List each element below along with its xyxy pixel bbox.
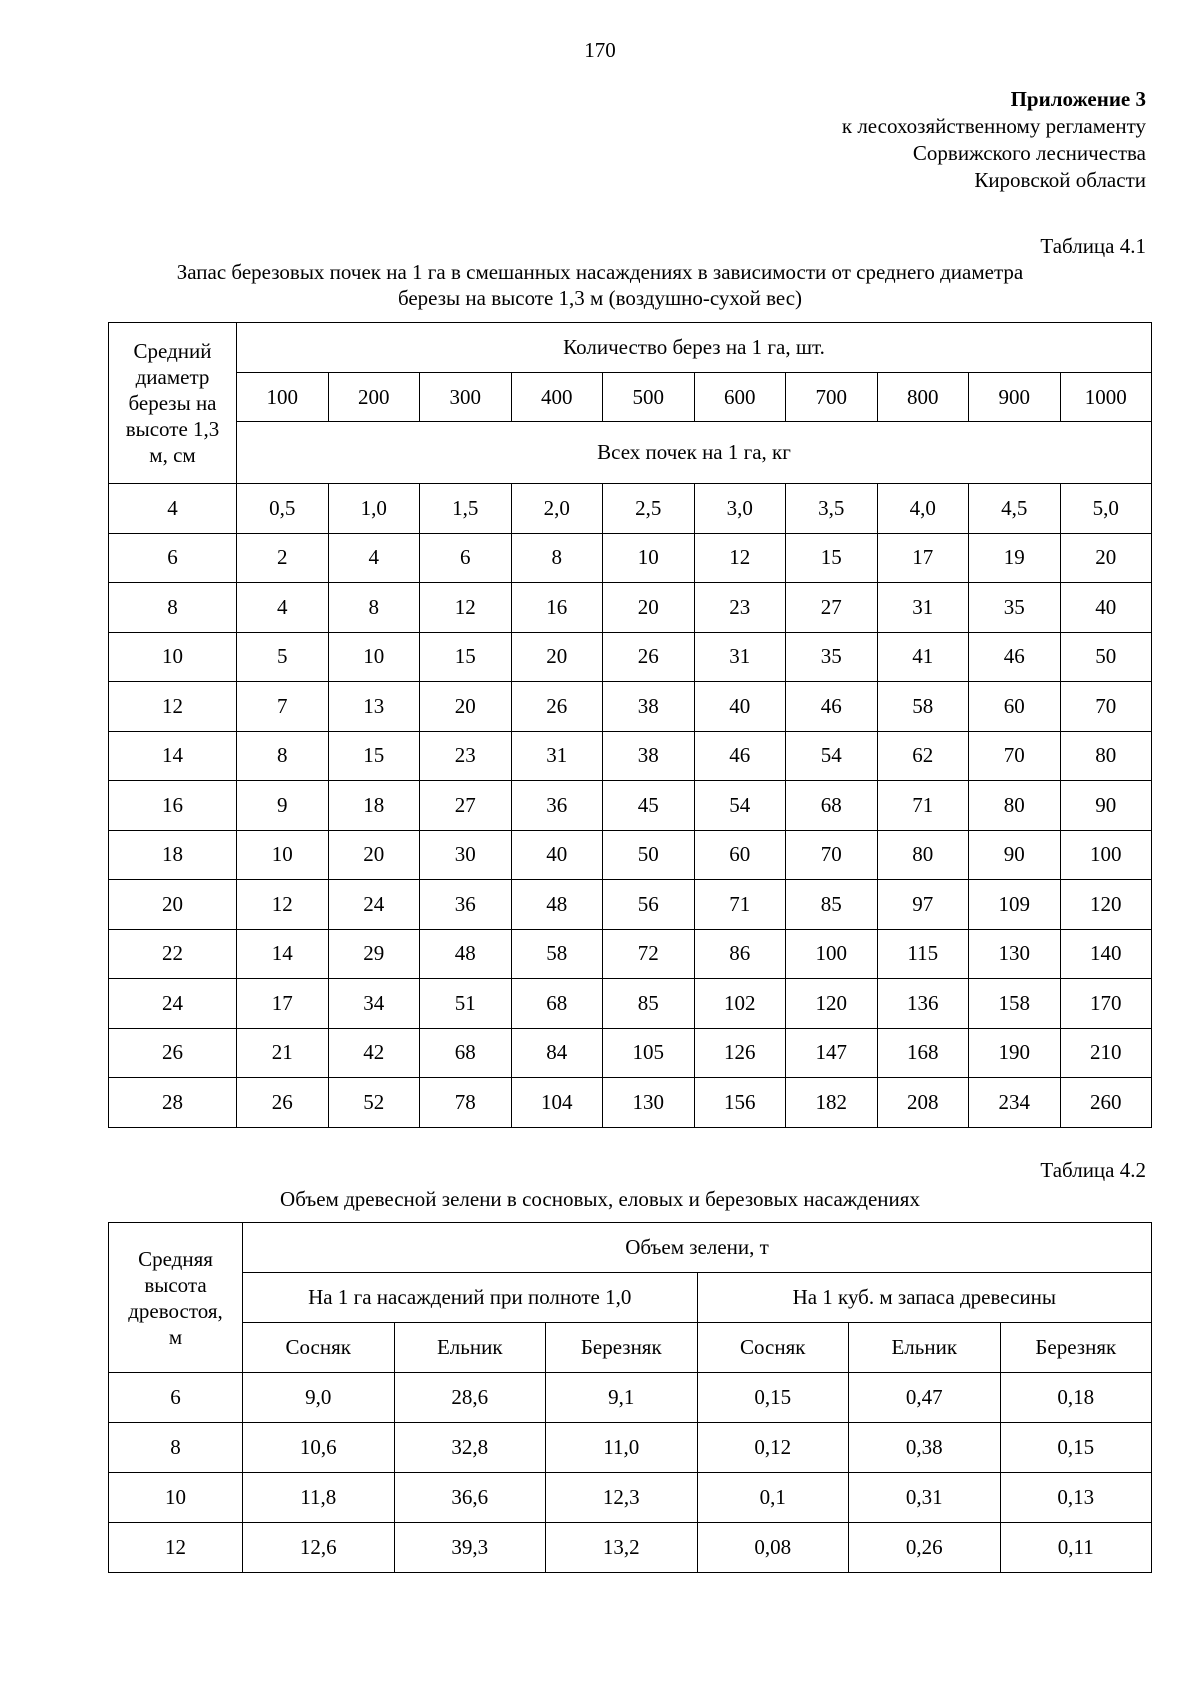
greenery-value-cell: 10,6: [243, 1423, 395, 1473]
buds-value-cell: 36: [511, 781, 603, 831]
buds-value-cell: 54: [786, 731, 878, 781]
table1-caption-line-2: березы на высоте 1,3 м (воздушно-сухой вес): [397, 286, 803, 310]
buds-value-cell: 8: [328, 583, 420, 633]
buds-value-cell: 16: [511, 583, 603, 633]
buds-value-cell: 170: [1060, 979, 1152, 1029]
diameter-cell: 6: [109, 533, 237, 583]
table1-row-header-line: березы на: [128, 391, 217, 415]
table2-subgroup-per-hectare: На 1 га насаждений при полноте 1,0: [243, 1273, 698, 1323]
table2-row-header-line: м: [168, 1324, 183, 1349]
table1-count-header: 700: [786, 373, 878, 422]
buds-value-cell: 72: [603, 929, 695, 979]
buds-value-cell: 27: [420, 781, 512, 831]
buds-value-cell: 48: [420, 929, 512, 979]
buds-value-cell: 109: [969, 880, 1061, 930]
page-number: 170: [584, 38, 616, 62]
greenery-value-cell: 0,15: [1000, 1423, 1152, 1473]
table1-row-header-line: м, см: [149, 443, 196, 467]
diameter-cell: 4: [109, 484, 237, 534]
table1-group-header: Количество берез на 1 га, шт.: [237, 323, 1152, 373]
buds-value-cell: 115: [877, 929, 969, 979]
table1-count-header: 500: [603, 373, 695, 422]
buds-value-cell: 147: [786, 1028, 878, 1078]
greenery-value-cell: 0,12: [697, 1423, 849, 1473]
buds-value-cell: 3,0: [694, 484, 786, 534]
buds-value-cell: 1,5: [420, 484, 512, 534]
table2-row-header: [109, 1223, 243, 1373]
buds-value-cell: 4,5: [969, 484, 1061, 534]
buds-value-cell: 10: [603, 533, 695, 583]
table1-label: Таблица 4.1: [1040, 234, 1146, 258]
buds-value-cell: 31: [694, 632, 786, 682]
height-cell: 12: [109, 1523, 243, 1573]
table-row: [109, 731, 1152, 781]
buds-value-cell: 85: [786, 880, 878, 930]
greenery-value-cell: 11,8: [243, 1473, 395, 1523]
buds-value-cell: 68: [511, 979, 603, 1029]
buds-value-cell: 4,0: [877, 484, 969, 534]
buds-value-cell: 23: [694, 583, 786, 633]
table1-row-header-line: диаметр: [135, 365, 210, 389]
buds-value-cell: 26: [237, 1078, 329, 1128]
greenery-table: [108, 1222, 1152, 1573]
greenery-value-cell: 0,08: [697, 1523, 849, 1573]
table1-count-header: 100: [237, 373, 329, 422]
buds-value-cell: 12: [694, 533, 786, 583]
diameter-cell: 24: [109, 979, 237, 1029]
diameter-cell: 10: [109, 632, 237, 682]
table-row: [109, 781, 1152, 831]
buds-value-cell: 50: [1060, 632, 1152, 682]
buds-value-cell: 136: [877, 979, 969, 1029]
buds-value-cell: 46: [969, 632, 1061, 682]
buds-value-cell: 2,5: [603, 484, 695, 534]
buds-value-cell: 9: [237, 781, 329, 831]
buds-value-cell: 20: [511, 632, 603, 682]
buds-value-cell: 70: [969, 731, 1061, 781]
buds-value-cell: 38: [603, 731, 695, 781]
table-row: [109, 979, 1152, 1029]
buds-value-cell: 46: [694, 731, 786, 781]
table2-row-header-line: Средняя: [138, 1246, 213, 1271]
buds-value-cell: 27: [786, 583, 878, 633]
buds-value-cell: 80: [969, 781, 1061, 831]
buds-value-cell: 168: [877, 1028, 969, 1078]
buds-table: [108, 322, 1152, 1128]
buds-value-cell: 234: [969, 1078, 1061, 1128]
greenery-value-cell: 0,1: [697, 1473, 849, 1523]
table2-species-header: Сосняк: [243, 1323, 395, 1373]
buds-value-cell: 0,5: [237, 484, 329, 534]
buds-value-cell: 36: [420, 880, 512, 930]
buds-value-cell: 35: [786, 632, 878, 682]
buds-value-cell: 78: [420, 1078, 512, 1128]
greenery-value-cell: 9,0: [243, 1373, 395, 1423]
buds-value-cell: 18: [328, 781, 420, 831]
greenery-value-cell: 12,6: [243, 1523, 395, 1573]
buds-value-cell: 24: [328, 880, 420, 930]
buds-value-cell: 60: [694, 830, 786, 880]
table-row: [109, 533, 1152, 583]
diameter-cell: 16: [109, 781, 237, 831]
buds-value-cell: 17: [877, 533, 969, 583]
diameter-cell: 8: [109, 583, 237, 633]
table-row: [109, 1078, 1152, 1128]
greenery-value-cell: 0,31: [849, 1473, 1001, 1523]
diameter-cell: 26: [109, 1028, 237, 1078]
buds-value-cell: 210: [1060, 1028, 1152, 1078]
table1-count-header: 400: [511, 373, 603, 422]
greenery-value-cell: 28,6: [394, 1373, 546, 1423]
buds-value-cell: 156: [694, 1078, 786, 1128]
buds-value-cell: 182: [786, 1078, 878, 1128]
buds-value-cell: 1,0: [328, 484, 420, 534]
buds-value-cell: 84: [511, 1028, 603, 1078]
buds-value-cell: 23: [420, 731, 512, 781]
table-row: [109, 830, 1152, 880]
buds-value-cell: 102: [694, 979, 786, 1029]
table-row: [109, 1028, 1152, 1078]
appendix-title: Приложение 3: [1010, 87, 1146, 111]
buds-value-cell: 208: [877, 1078, 969, 1128]
buds-value-cell: 2: [237, 533, 329, 583]
table2-row-header-line: высота: [144, 1272, 207, 1297]
table2-label: Таблица 4.2: [1040, 1158, 1146, 1182]
buds-value-cell: 80: [1060, 731, 1152, 781]
buds-value-cell: 100: [1060, 830, 1152, 880]
table1-row-header-line: высоте 1,3: [125, 417, 220, 441]
buds-value-cell: 58: [511, 929, 603, 979]
table-row: [109, 1423, 1152, 1473]
buds-value-cell: 86: [694, 929, 786, 979]
buds-value-cell: 56: [603, 880, 695, 930]
table1-count-header: 1000: [1060, 373, 1152, 422]
buds-value-cell: 15: [420, 632, 512, 682]
buds-value-cell: 20: [603, 583, 695, 633]
buds-value-cell: 105: [603, 1028, 695, 1078]
buds-value-cell: 3,5: [786, 484, 878, 534]
buds-value-cell: 4: [237, 583, 329, 633]
buds-value-cell: 40: [511, 830, 603, 880]
buds-value-cell: 140: [1060, 929, 1152, 979]
buds-value-cell: 4: [328, 533, 420, 583]
buds-value-cell: 26: [603, 632, 695, 682]
buds-value-cell: 31: [511, 731, 603, 781]
diameter-cell: 28: [109, 1078, 237, 1128]
buds-value-cell: 85: [603, 979, 695, 1029]
buds-value-cell: 42: [328, 1028, 420, 1078]
diameter-cell: 14: [109, 731, 237, 781]
buds-value-cell: 62: [877, 731, 969, 781]
table1-count-header: 800: [877, 373, 969, 422]
table-row: [109, 682, 1152, 732]
greenery-value-cell: 0,11: [1000, 1523, 1152, 1573]
buds-value-cell: 90: [1060, 781, 1152, 831]
buds-value-cell: 29: [328, 929, 420, 979]
buds-value-cell: 14: [237, 929, 329, 979]
table1-count-header: 200: [328, 373, 420, 422]
greenery-value-cell: 0,38: [849, 1423, 1001, 1473]
table2-species-header: Березняк: [546, 1323, 698, 1373]
buds-value-cell: 190: [969, 1028, 1061, 1078]
buds-value-cell: 8: [237, 731, 329, 781]
greenery-value-cell: 0,13: [1000, 1473, 1152, 1523]
buds-value-cell: 71: [877, 781, 969, 831]
greenery-value-cell: 0,26: [849, 1523, 1001, 1573]
buds-value-cell: 10: [328, 632, 420, 682]
buds-value-cell: 7: [237, 682, 329, 732]
buds-value-cell: 10: [237, 830, 329, 880]
table-row: [109, 1473, 1152, 1523]
greenery-value-cell: 12,3: [546, 1473, 698, 1523]
buds-value-cell: 120: [786, 979, 878, 1029]
buds-value-cell: 58: [877, 682, 969, 732]
buds-value-cell: 5: [237, 632, 329, 682]
buds-value-cell: 34: [328, 979, 420, 1029]
buds-value-cell: 38: [603, 682, 695, 732]
greenery-value-cell: 9,1: [546, 1373, 698, 1423]
table1-count-header: 300: [420, 373, 512, 422]
table1-unit-header: Всех почек на 1 га, кг: [237, 422, 1152, 484]
greenery-value-cell: 13,2: [546, 1523, 698, 1573]
buds-value-cell: 15: [786, 533, 878, 583]
buds-value-cell: 158: [969, 979, 1061, 1029]
buds-value-cell: 54: [694, 781, 786, 831]
diameter-cell: 22: [109, 929, 237, 979]
table2-caption: Объем древесной зелени в сосновых, еловых и березовых насаждениях: [280, 1187, 920, 1211]
buds-value-cell: 46: [786, 682, 878, 732]
buds-value-cell: 68: [786, 781, 878, 831]
buds-value-cell: 68: [420, 1028, 512, 1078]
buds-value-cell: 19: [969, 533, 1061, 583]
buds-value-cell: 50: [603, 830, 695, 880]
table1-row-header-line: Средний: [133, 339, 212, 363]
buds-value-cell: 97: [877, 880, 969, 930]
table2-row-header-line: древостоя,: [128, 1298, 223, 1323]
buds-value-cell: 120: [1060, 880, 1152, 930]
buds-value-cell: 70: [786, 830, 878, 880]
buds-value-cell: 70: [1060, 682, 1152, 732]
table2-group-header: Объем зелени, т: [243, 1223, 1152, 1273]
buds-value-cell: 126: [694, 1028, 786, 1078]
table-row: [109, 484, 1152, 534]
table2-subgroup-per-cubic-meter: На 1 куб. м запаса древесины: [697, 1273, 1152, 1323]
buds-value-cell: 8: [511, 533, 603, 583]
diameter-cell: 20: [109, 880, 237, 930]
height-cell: 10: [109, 1473, 243, 1523]
buds-value-cell: 45: [603, 781, 695, 831]
buds-value-cell: 260: [1060, 1078, 1152, 1128]
appendix-line-1: к лесохозяйственному регламенту: [841, 114, 1146, 138]
buds-value-cell: 30: [420, 830, 512, 880]
buds-value-cell: 21: [237, 1028, 329, 1078]
buds-value-cell: 60: [969, 682, 1061, 732]
buds-value-cell: 41: [877, 632, 969, 682]
buds-value-cell: 40: [1060, 583, 1152, 633]
buds-value-cell: 15: [328, 731, 420, 781]
greenery-value-cell: 39,3: [394, 1523, 546, 1573]
table1-count-header: 900: [969, 373, 1061, 422]
buds-value-cell: 48: [511, 880, 603, 930]
appendix-line-3: Кировской области: [974, 168, 1146, 192]
table-row: [109, 632, 1152, 682]
table-row: [109, 1523, 1152, 1573]
table2-species-header: Сосняк: [697, 1323, 849, 1373]
diameter-cell: 18: [109, 830, 237, 880]
table1-count-header: 600: [694, 373, 786, 422]
buds-value-cell: 12: [420, 583, 512, 633]
buds-value-cell: 104: [511, 1078, 603, 1128]
table-row: [109, 880, 1152, 930]
greenery-value-cell: 32,8: [394, 1423, 546, 1473]
buds-value-cell: 51: [420, 979, 512, 1029]
greenery-value-cell: 0,15: [697, 1373, 849, 1423]
table1-row-header: [109, 323, 237, 484]
table1-caption: [100, 259, 1100, 311]
buds-value-cell: 2,0: [511, 484, 603, 534]
diameter-cell: 12: [109, 682, 237, 732]
buds-value-cell: 31: [877, 583, 969, 633]
buds-value-cell: 71: [694, 880, 786, 930]
buds-value-cell: 20: [1060, 533, 1152, 583]
table-row: [109, 929, 1152, 979]
greenery-value-cell: 0,47: [849, 1373, 1001, 1423]
buds-value-cell: 35: [969, 583, 1061, 633]
appendix-header: [842, 86, 1146, 194]
buds-value-cell: 80: [877, 830, 969, 880]
table1-caption-line-1: Запас березовых почек на 1 га в смешанных насаждениях в зависимости от среднего диаметра: [176, 260, 1024, 284]
appendix-line-2: Сорвижского лесничества: [912, 141, 1146, 165]
buds-value-cell: 130: [969, 929, 1061, 979]
buds-value-cell: 13: [328, 682, 420, 732]
buds-value-cell: 40: [694, 682, 786, 732]
buds-value-cell: 17: [237, 979, 329, 1029]
buds-value-cell: 20: [328, 830, 420, 880]
table2-species-header: Ельник: [394, 1323, 546, 1373]
height-cell: 8: [109, 1423, 243, 1473]
buds-value-cell: 130: [603, 1078, 695, 1128]
table-row: [109, 1373, 1152, 1423]
table2-species-header: Березняк: [1000, 1323, 1152, 1373]
buds-value-cell: 20: [420, 682, 512, 732]
greenery-value-cell: 0,18: [1000, 1373, 1152, 1423]
table-row: [109, 583, 1152, 633]
greenery-value-cell: 36,6: [394, 1473, 546, 1523]
buds-value-cell: 52: [328, 1078, 420, 1128]
table2-species-header: Ельник: [849, 1323, 1001, 1373]
greenery-value-cell: 11,0: [546, 1423, 698, 1473]
buds-value-cell: 12: [237, 880, 329, 930]
height-cell: 6: [109, 1373, 243, 1423]
buds-value-cell: 100: [786, 929, 878, 979]
buds-value-cell: 26: [511, 682, 603, 732]
buds-value-cell: 6: [420, 533, 512, 583]
buds-value-cell: 5,0: [1060, 484, 1152, 534]
buds-value-cell: 90: [969, 830, 1061, 880]
